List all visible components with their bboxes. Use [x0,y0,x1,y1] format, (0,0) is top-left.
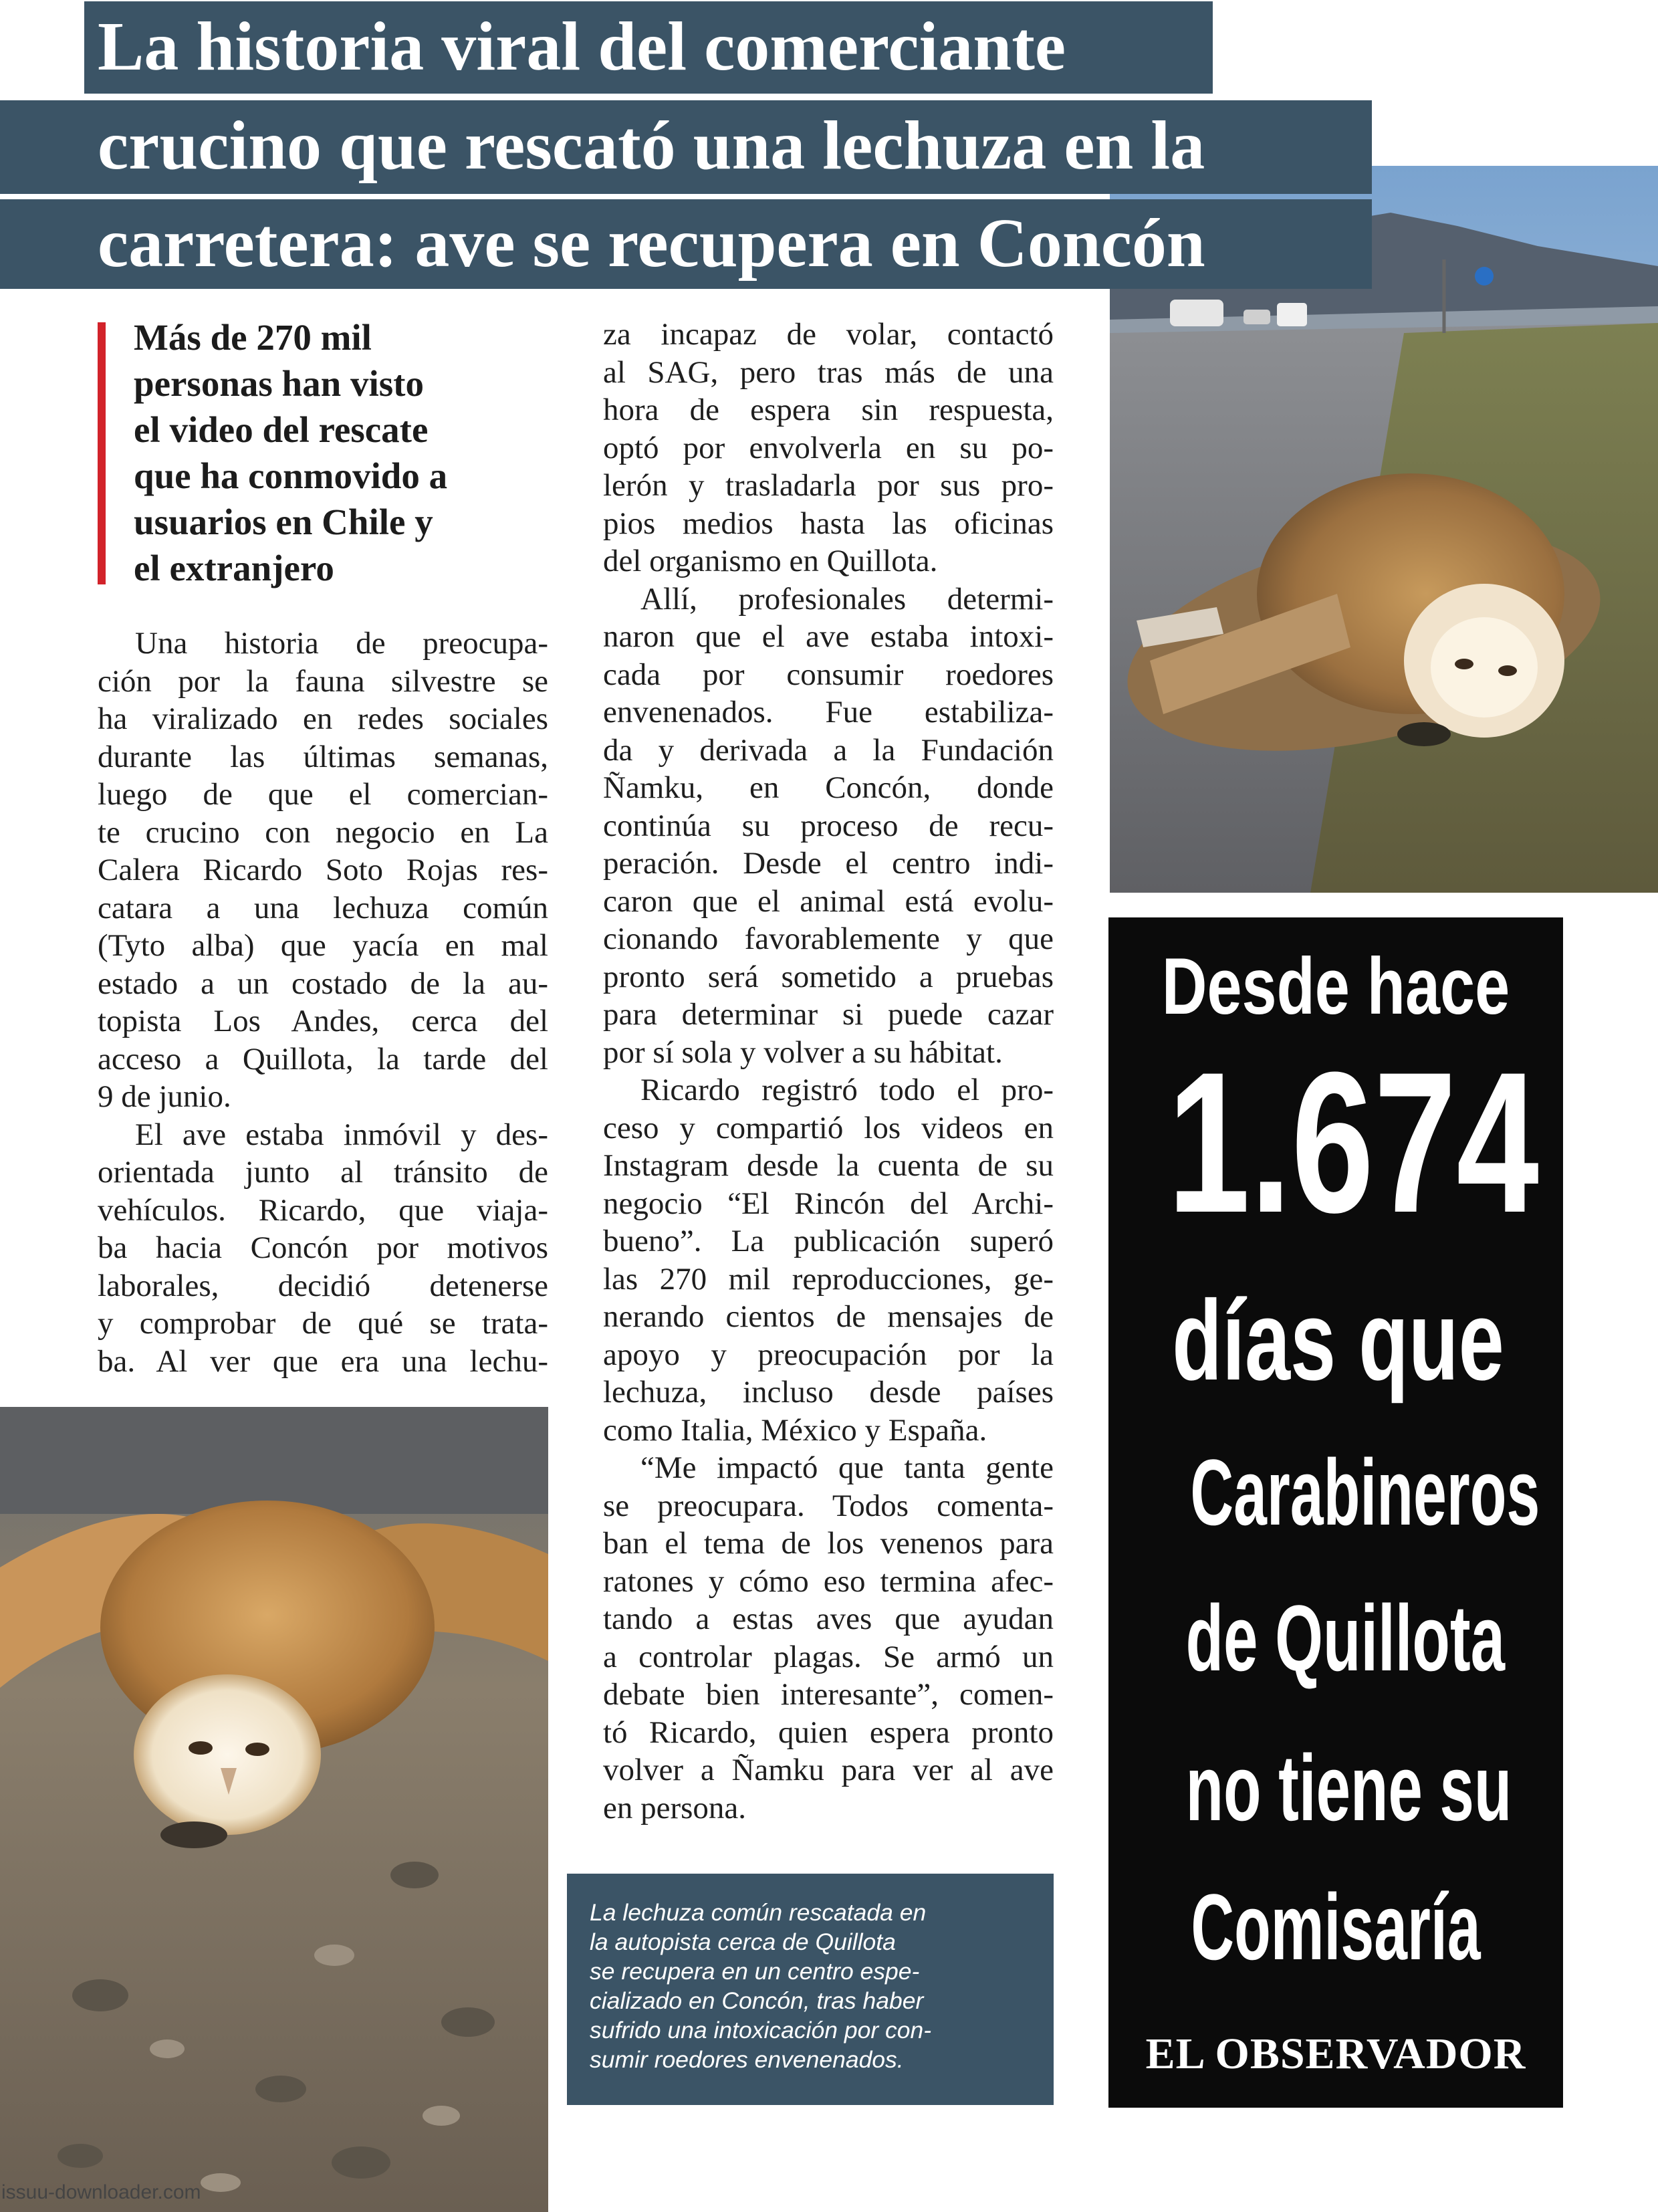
caption-line: sufrido una intoxicación por con- [590,2017,932,2043]
deck-accent-rule [98,322,106,584]
body-line: tando a estas aves que ayudan [603,1601,1054,1636]
promo-line-1: Desde hace [1161,942,1510,1031]
body-line: 9 de junio. [98,1079,231,1114]
body-line: da y derivada a la Fundación [603,732,1054,768]
body-line: ba. Al ver que era una lechu- [98,1343,548,1379]
body-line: las 270 mil reproducciones, ge- [603,1261,1054,1297]
body-line: Una historia de preocupa- [135,626,548,661]
headline-line-1: La historia viral del comerciante [98,8,1066,85]
body-line: pronto será sometido a pruebas [603,959,1054,994]
body-line: durante las últimas semanas, [98,739,548,774]
body-line: ratones y cómo eso termina afec- [603,1563,1054,1599]
body-line: y comprobar de qué se trata- [98,1306,548,1341]
brand-logo-text: EL OBSERVADOR [1145,2029,1526,2078]
promo-line-3: días que [1172,1277,1504,1404]
body-line: naron que el ave estaba intoxi- [603,619,1054,654]
deck-line: Más de 270 mil [134,317,372,358]
body-line: te crucino con negocio en La [98,814,548,850]
headline-line-2: crucino que rescató una lechuza en la [98,107,1205,184]
body-line: a controlar plagas. Se armó un [603,1639,1054,1674]
body-line: se preocupara. Todos comenta- [603,1488,1054,1523]
body-line: ción por la fauna silvestre se [98,663,548,699]
promo-line-7: Comisaría [1191,1874,1481,1979]
watermark: issuu-downloader.com [1,2181,201,2203]
body-line: orientada junto al tránsito de [98,1155,548,1190]
body-line: al SAG, pero tras más de una [603,354,1054,390]
body-line: ceso y compartió los videos en [603,1110,1054,1145]
body-line: Ñamku, en Concón, donde [603,770,1054,805]
body-line: El ave estaba inmóvil y des- [135,1117,548,1152]
deck-line: usuarios en Chile y [134,502,433,542]
body-line: Instagram desde la cuenta de su [603,1148,1054,1183]
body-line: lechuza, incluso desde países [603,1375,1054,1410]
body-line: laborales, decidió detenerse [98,1268,548,1303]
body-line: optó por envolverla en su po- [603,430,1054,465]
body-line: lerón y trasladarla por sus pro- [603,468,1054,503]
caption-line: la autopista cerca de Quillota [590,1928,896,1955]
promo-line-4: Carabineros [1190,1440,1540,1545]
caption-line: cializado en Concón, tras haber [590,1987,924,2014]
body-line: ha viralizado en redes sociales [98,701,548,736]
body-column-1 [98,625,548,1380]
promo-number: 1.674 [1167,1030,1539,1254]
body-line: tó Ricardo, quien espera pronto [603,1715,1054,1750]
body-line: cada por consumir roedores [603,657,1054,692]
body-line: apoyo y preocupación por la [603,1337,1054,1372]
body-line: za incapaz de volar, contactó [603,317,1054,352]
body-line: debate bien interesante”, comen- [603,1677,1054,1712]
body-line: como Italia, México y España. [603,1412,987,1448]
owl-closeup-photo [0,1407,548,2212]
body-line: pios medios hasta las oficinas [603,506,1054,541]
body-line: Allí, profesionales determi- [640,581,1054,617]
body-line: hora de espera sin respuesta, [603,393,1054,427]
body-line: volver a Ñamku para ver al ave [603,1753,1054,1787]
headline-line-3: carretera: ave se recupera en Concón [98,205,1205,282]
body-line: acceso a Quillota, la tarde del [98,1041,548,1077]
body-line: Calera Ricardo Soto Rojas res- [98,853,548,887]
deck-line: el video del rescate [134,409,429,450]
promo-box [1108,917,1563,2108]
caption-line: se recupera en un centro espe- [590,1958,920,1985]
body-line: continúa su proceso de recu- [603,808,1054,843]
caption-line: La lechuza común rescatada en [590,1899,927,1926]
body-line: caron que el animal está evolu- [603,883,1054,919]
body-line: peración. Desde el centro indi- [603,846,1054,881]
promo-line-6: no tiene su [1185,1735,1512,1840]
body-line: del organismo en Quillota. [603,544,938,578]
body-line: ba hacia Concón por motivos [98,1230,548,1265]
body-line: Ricardo registró todo el pro- [640,1073,1054,1107]
body-column-2 [603,316,1054,1827]
deck-subtitle [134,314,548,591]
photo-caption [567,1874,1054,2105]
deck-line: el extranjero [134,548,334,588]
deck-line: que ha conmovido a [134,455,448,496]
body-line: (Tyto alba) que yacía en mal [98,928,548,963]
body-line: bueno”. La publicación superó [603,1224,1054,1258]
body-line: luego de que el comercian- [98,777,548,812]
deck-line: personas han visto [134,363,424,404]
body-line: catara a una lechuza común [98,890,548,925]
body-line: topista Los Andes, cerca del [98,1004,548,1038]
body-line: vehículos. Ricardo, que viaja- [98,1192,548,1228]
caption-line: sumir roedores envenenados. [590,2046,904,2073]
body-line: ban el tema de los venenos para [603,1526,1054,1561]
body-line: para determinar si puede cazar [603,997,1054,1032]
body-line: estado a un costado de la au- [98,966,548,1001]
body-line: cionando favorablemente y que [603,921,1054,956]
body-line: nerando cientos de mensajes de [603,1299,1054,1334]
body-line: “Me impactó que tanta gente [640,1450,1054,1485]
body-line: en persona. [603,1790,747,1826]
body-line: negocio “El Rincón del Archi- [603,1186,1054,1221]
body-line: por sí sola y volver a su hábitat. [603,1034,1003,1070]
body-line: envenenados. Fue estabiliza- [603,695,1054,730]
promo-line-5: de Quillota [1185,1585,1506,1690]
